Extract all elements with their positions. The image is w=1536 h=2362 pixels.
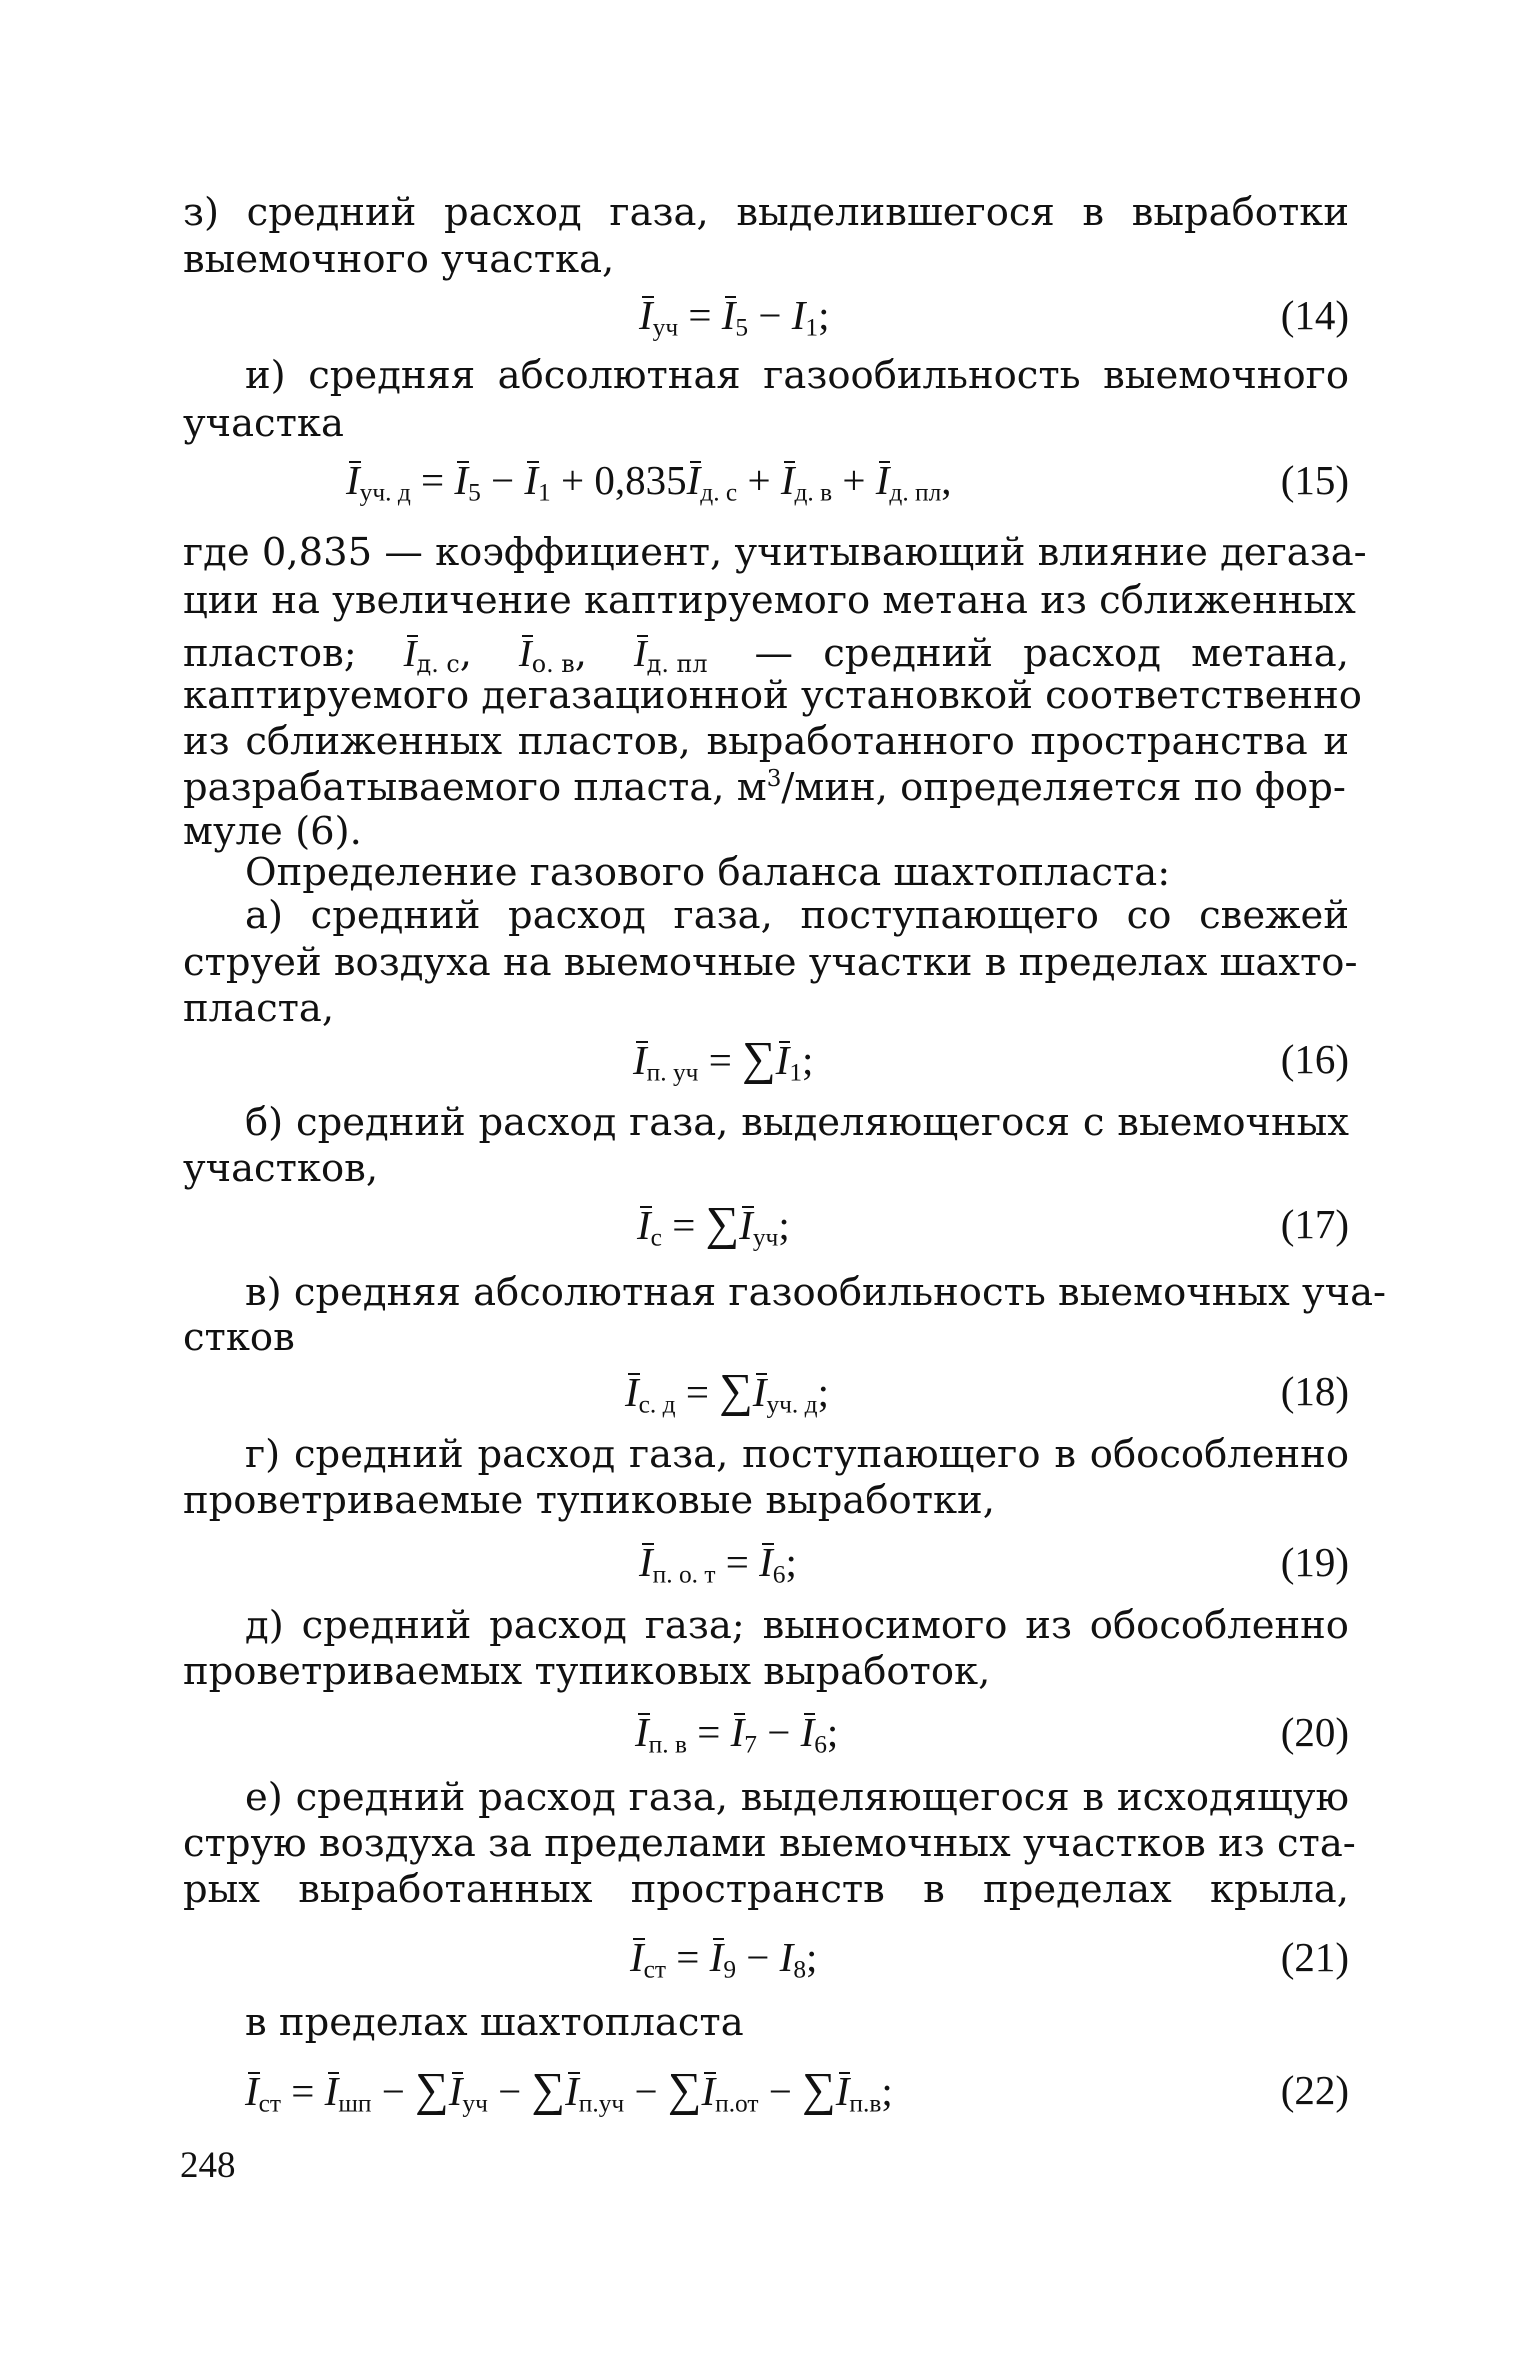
text-line: ции на увеличение каптируемого метана из сближенных — [183, 578, 1356, 623]
section-heading: Определение газового баланса шахтопласта: — [245, 850, 1171, 895]
text-line: в пределах шахтопласта — [245, 2000, 744, 2045]
text-line: струей воздуха на выемочные участки в пределах шахто- — [183, 940, 1358, 985]
text-line: проветриваемых тупиковых выработок, — [183, 1649, 991, 1694]
equation-18: $I_{с. д} = \sum I_{уч. д}$; (18) — [625, 1365, 1349, 1419]
equation-number: (17) — [1280, 1201, 1349, 1247]
text-line: муле (6). — [183, 809, 362, 854]
equation-number: (19) — [1280, 1539, 1349, 1585]
equation-number: (22) — [1280, 2067, 1349, 2113]
equation-20: $I_{п. в} = I_7 - I_6$; (20) — [635, 1709, 1349, 1759]
text-line: пласта, — [183, 986, 335, 1031]
text-line: из сближенных пластов, выработанного пространства и — [183, 719, 1349, 764]
text-line: в) средняя абсолютная газообильность выемочных уча- — [245, 1270, 1387, 1315]
text-line: участка — [183, 401, 344, 446]
text-line: разрабатываемого пласта, $м^3$/мин, определяется по фор- — [183, 765, 1346, 810]
equation-19: $I_{п. о. т} = I_6$; (19) — [639, 1539, 1349, 1589]
text-line: д) средний расход газа; выносимого из обособленно — [245, 1603, 1349, 1648]
equation-number: (14) — [1280, 292, 1349, 338]
text-line: б) средний расход газа, выделяющегося с выемочных — [245, 1100, 1349, 1145]
text-line: и) средняя абсолютная газообильность выемочного — [245, 353, 1349, 398]
text-line: е) средний расход газа, выделяющегося в исходящую — [245, 1775, 1349, 1820]
text-line: г) средний расход газа, поступающего в обособленно — [245, 1432, 1349, 1477]
text-line: участков, — [183, 1146, 379, 1191]
equation-number: (20) — [1280, 1709, 1349, 1755]
text-line: проветриваемые тупиковые выработки, — [183, 1478, 995, 1523]
text-line: рых выработанных пространств в пределах крыла, — [183, 1867, 1349, 1912]
equation-17: $I_с = \sum I_{уч}$; (17) — [637, 1198, 1349, 1252]
text-line: выемочного участка, — [183, 237, 615, 282]
equation-number: (15) — [1280, 457, 1349, 503]
equation-number: (18) — [1280, 1368, 1349, 1414]
text-line: пластов; $I_{д. с}$, $I_{о. в}$, $I_{д. пл}$ — средний расход метана, — [183, 631, 1349, 678]
equation-14: $I_{уч} = I_5 - I_1$; (14) — [639, 292, 1349, 342]
equation-21: $I_{ст} = I_9 - I_8$; (21) — [630, 1934, 1349, 1984]
text-line: а) средний расход газа, поступающего со свежей — [245, 893, 1349, 938]
text-line: стков — [183, 1315, 295, 1360]
equation-number: (16) — [1280, 1036, 1349, 1082]
equation-22: $I_{ст} = I_{шп} - \sum I_{уч} - \sum I_{п.уч} - \sum I_{п.от} - \sum I_{п.в}$; (22) — [245, 2064, 1349, 2118]
text-line: струю воздуха за пределами выемочных участков из ста- — [183, 1821, 1356, 1866]
equation-16: $I_{п. уч} = \sum I_1$; (16) — [633, 1033, 1349, 1087]
text-line: каптируемого дегазационной установкой соответственно — [183, 673, 1362, 718]
equation-15: $I_{уч. д} = I_5 - I_1 + 0,835I_{д. с} + I_{д. в} + I_{д. пл}$, (15) — [346, 457, 1349, 507]
page-number: 248 — [180, 2145, 236, 2186]
equation-number: (21) — [1280, 1934, 1349, 1980]
text-line: где 0,835 — коэффициент, учитывающий влияние дегаза- — [183, 530, 1367, 575]
text-line: з) средний расход газа, выделившегося в выработки — [183, 190, 1349, 235]
